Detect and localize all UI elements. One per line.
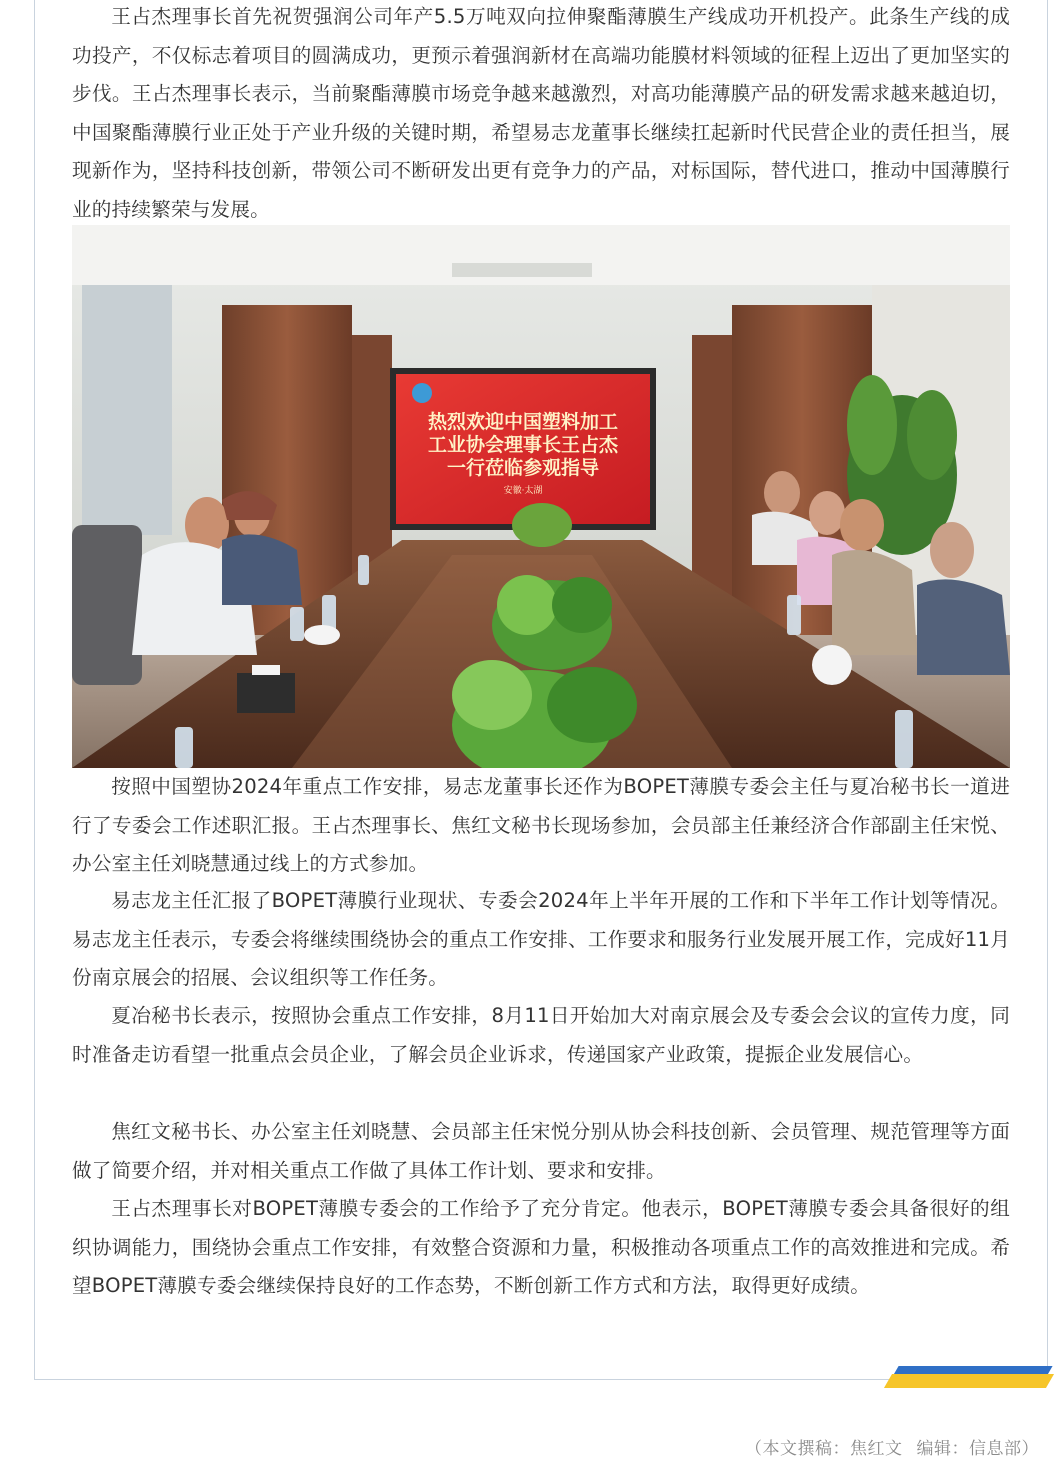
screen-line-3: 一行莅临参观指导	[446, 457, 600, 479]
corner-accent-yellow	[884, 1374, 1054, 1388]
credit-author: （本文撰稿：焦红文	[745, 1439, 903, 1459]
screen-line-1: 热烈欢迎中国塑料加工	[427, 411, 619, 433]
article-credit	[745, 1434, 1039, 1459]
paragraph-jiao-introduction: 焦红文秘书长、办公室主任刘晓慧、会员部主任宋悦分别从协会科技创新、会员管理、规范管理等方面做了简要介绍，并对相关重点工作做了具体工作计划、要求和安排。	[72, 1120, 1010, 1182]
credit-editor: 编辑：信息部）	[916, 1439, 1039, 1459]
meeting-photo	[72, 225, 1010, 768]
screen-subline: 安徽·太湖	[503, 486, 543, 496]
paragraph-congratulation: 王占杰理事长首先祝贺强润公司年产5.5万吨双向拉伸聚酯薄膜生产线成功开机投产。此条生产线的成功投产，不仅标志着项目的圆满成功，更预示着强润新材在高端功能膜材料领域的征程上迈出了更加坚实的步伐。王占杰理事长表示，当前聚酯薄膜市场竞争越来越激烈，对高功能薄膜产品的研发需求越来越迫切，中国聚酯薄膜行业正处于产业升级的关键时期，希望易志龙董事长继续扛起新时代民营企业的责任担当，展现新作为，坚持科技创新，带领公司不断研发出更有竞争力的产品，对标国际，替代进口，推动中国薄膜行业的持续繁荣与发展。	[72, 5, 1010, 221]
screen-line-2: 工业协会理事长王占杰	[427, 434, 619, 456]
paragraph-wang-affirmation: 王占杰理事长对BOPET薄膜专委会的工作给予了充分肯定。他表示，BOPET薄膜专委会具备很好的组织协调能力，围绕协会重点工作安排，有效整合资源和力量，积极推动各项重点工作的高效推进和完成。希望BOPET薄膜专委会继续保持良好的工作态势，不断创新工作方式和方法，取得更好成绩。	[72, 1197, 1010, 1297]
paragraph-xia-statement: 夏冶秘书长表示，按照协会重点工作安排，8月11日开始加大对南京展会及专委会会议的宣传力度，同时准备走访看望一批重点会员企业，了解会员企业诉求，传递国家产业政策，提振企业发展信心。	[72, 1004, 1010, 1066]
paragraph-yi-report: 易志龙主任汇报了BOPET薄膜行业现状、专委会2024年上半年开展的工作和下半年工作计划等情况。易志龙主任表示，专委会将继续围绕协会的重点工作安排、工作要求和服务行业发展开展工作，完成好11月份南京展会的招展、会议组织等工作任务。	[72, 889, 1010, 989]
paragraph-report: 按照中国塑协2024年重点工作安排，易志龙董事长还作为BOPET薄膜专委会主任与夏冶秘书长一道进行了专委会工作述职汇报。王占杰理事长、焦红文秘书长现场参加，会员部主任兼经济合作部副主任宋悦、办公室主任刘晓慧通过线上的方式参加。	[72, 775, 1010, 875]
